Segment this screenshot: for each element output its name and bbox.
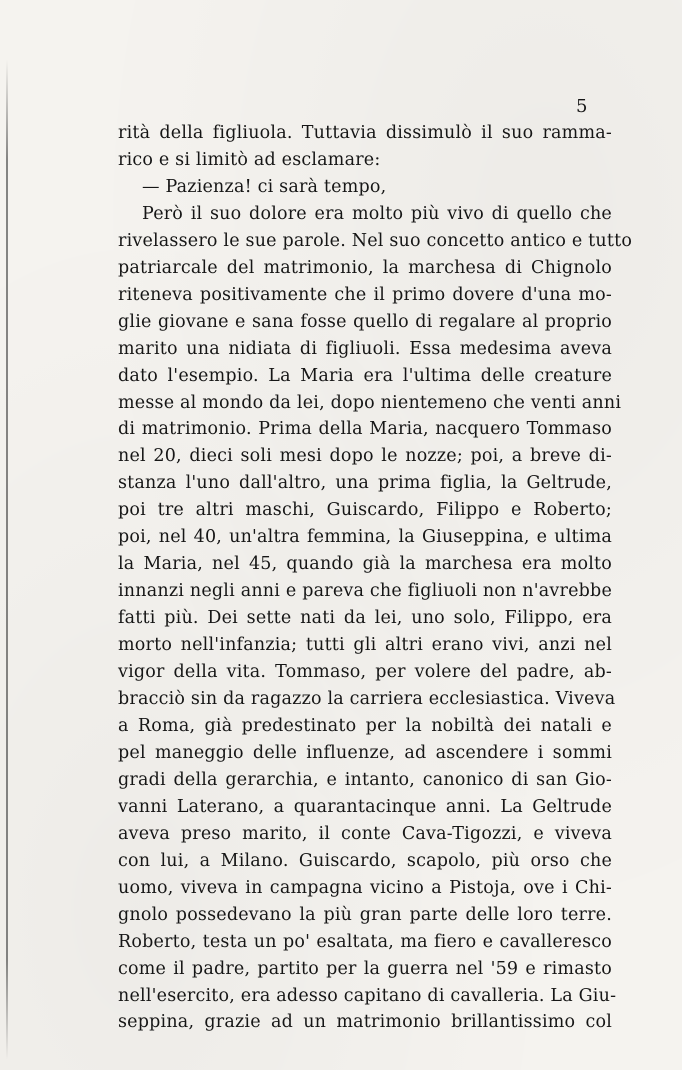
text-line-29: gnolo possedevano la più gran parte delle loro terre. [118, 904, 612, 925]
text-line-15: poi, nel 40, un'altra femmina, la Giuseppina, e ultima [118, 527, 612, 548]
body-text [118, 120, 633, 1036]
text-line-10: messe al mondo da lei, dopo nientemeno che venti anni [118, 392, 622, 413]
text-line-31: come il padre, partito per la guerra nel '59 e rimasto [118, 958, 612, 979]
text-line-28: uomo, viveva in campagna vicino a Pistoja, ove i Chi- [118, 877, 612, 898]
text-line-11: di matrimonio. Prima della Maria, nacquero Tommaso [118, 419, 612, 440]
text-line-16: la Maria, nel 45, quando già la marchesa era molto [118, 554, 612, 575]
text-line-8: marito una nidiata di figliuoli. Essa medesima aveva [118, 338, 612, 359]
text-line-9: dato l'esempio. La Maria era l'ultima delle creature [118, 365, 612, 386]
page-number: 5 [576, 96, 588, 117]
text-line-13: stanza l'uno dall'altro, una prima figlia, la Geltrude, [118, 473, 612, 494]
text-line-5: patriarcale del matrimonio, la marchesa di Chignolo [118, 257, 612, 278]
text-line-2: — Pazienza! ci sarà tempo, [142, 176, 387, 197]
text-line-12: nel 20, dieci soli mesi dopo le nozze; poi, a breve di- [118, 446, 612, 467]
binding-edge [6, 60, 8, 1060]
text-line-6: riteneva positivamente che il primo dovere d'una mo- [118, 284, 612, 305]
text-line-1a: rità della figliuola. Tuttavia dissimulò il suo ramma- [118, 123, 612, 143]
text-line-25: vanni Laterano, a quarantacinque anni. La Geltrude [118, 796, 612, 817]
text-line-21: bracciò sin da ragazzo la carriera ecclesiastica. Viveva [118, 689, 616, 710]
text-line-3: Però il suo dolore era molto più vivo di quello che [142, 203, 612, 224]
text-line-26: aveva preso marito, il conte Cava-Tigozzi, e viveva [118, 823, 612, 844]
text-line-1b: rico e si limitò ad esclamare: [118, 149, 381, 170]
text-line-24: gradi della gerarchia, e intanto, canonico di san Gio- [118, 769, 612, 790]
text-line-32: nell'esercito, era adesso capitano di cavalleria. La Giu- [118, 985, 617, 1006]
text-line-33: seppina, grazie ad un matrimonio brillantissimo col [118, 1012, 612, 1033]
text-line-18: fatti più. Dei sette nati da lei, uno solo, Filippo, era [118, 608, 612, 629]
text-line-23: pel maneggio delle influenze, ad ascendere i sommi [118, 742, 612, 763]
text-line-17: innanzi negli anni e pareva che figliuoli non n'avrebbe [118, 581, 612, 602]
text-line-7: glie giovane e sana fosse quello di regalare al proprio [118, 311, 612, 332]
text-line-19: morto nell'infanzia; tutti gli altri erano vivi, anzi nel [118, 635, 612, 656]
text-line-22: a Roma, già predestinato per la nobiltà dei natali e [118, 715, 612, 736]
text-line-27: con lui, a Milano. Guiscardo, scapolo, più orso che [118, 850, 612, 871]
text-line-30: Roberto, testa un po' esaltata, ma fiero e cavalleresco [118, 931, 612, 952]
text-line-14: poi tre altri maschi, Guiscardo, Filippo e Roberto; [118, 500, 612, 521]
text-line-4: rivelassero le sue parole. Nel suo concetto antico e tutto [118, 230, 633, 251]
text-line-20: vigor della vita. Tommaso, per volere del padre, ab- [118, 662, 612, 683]
